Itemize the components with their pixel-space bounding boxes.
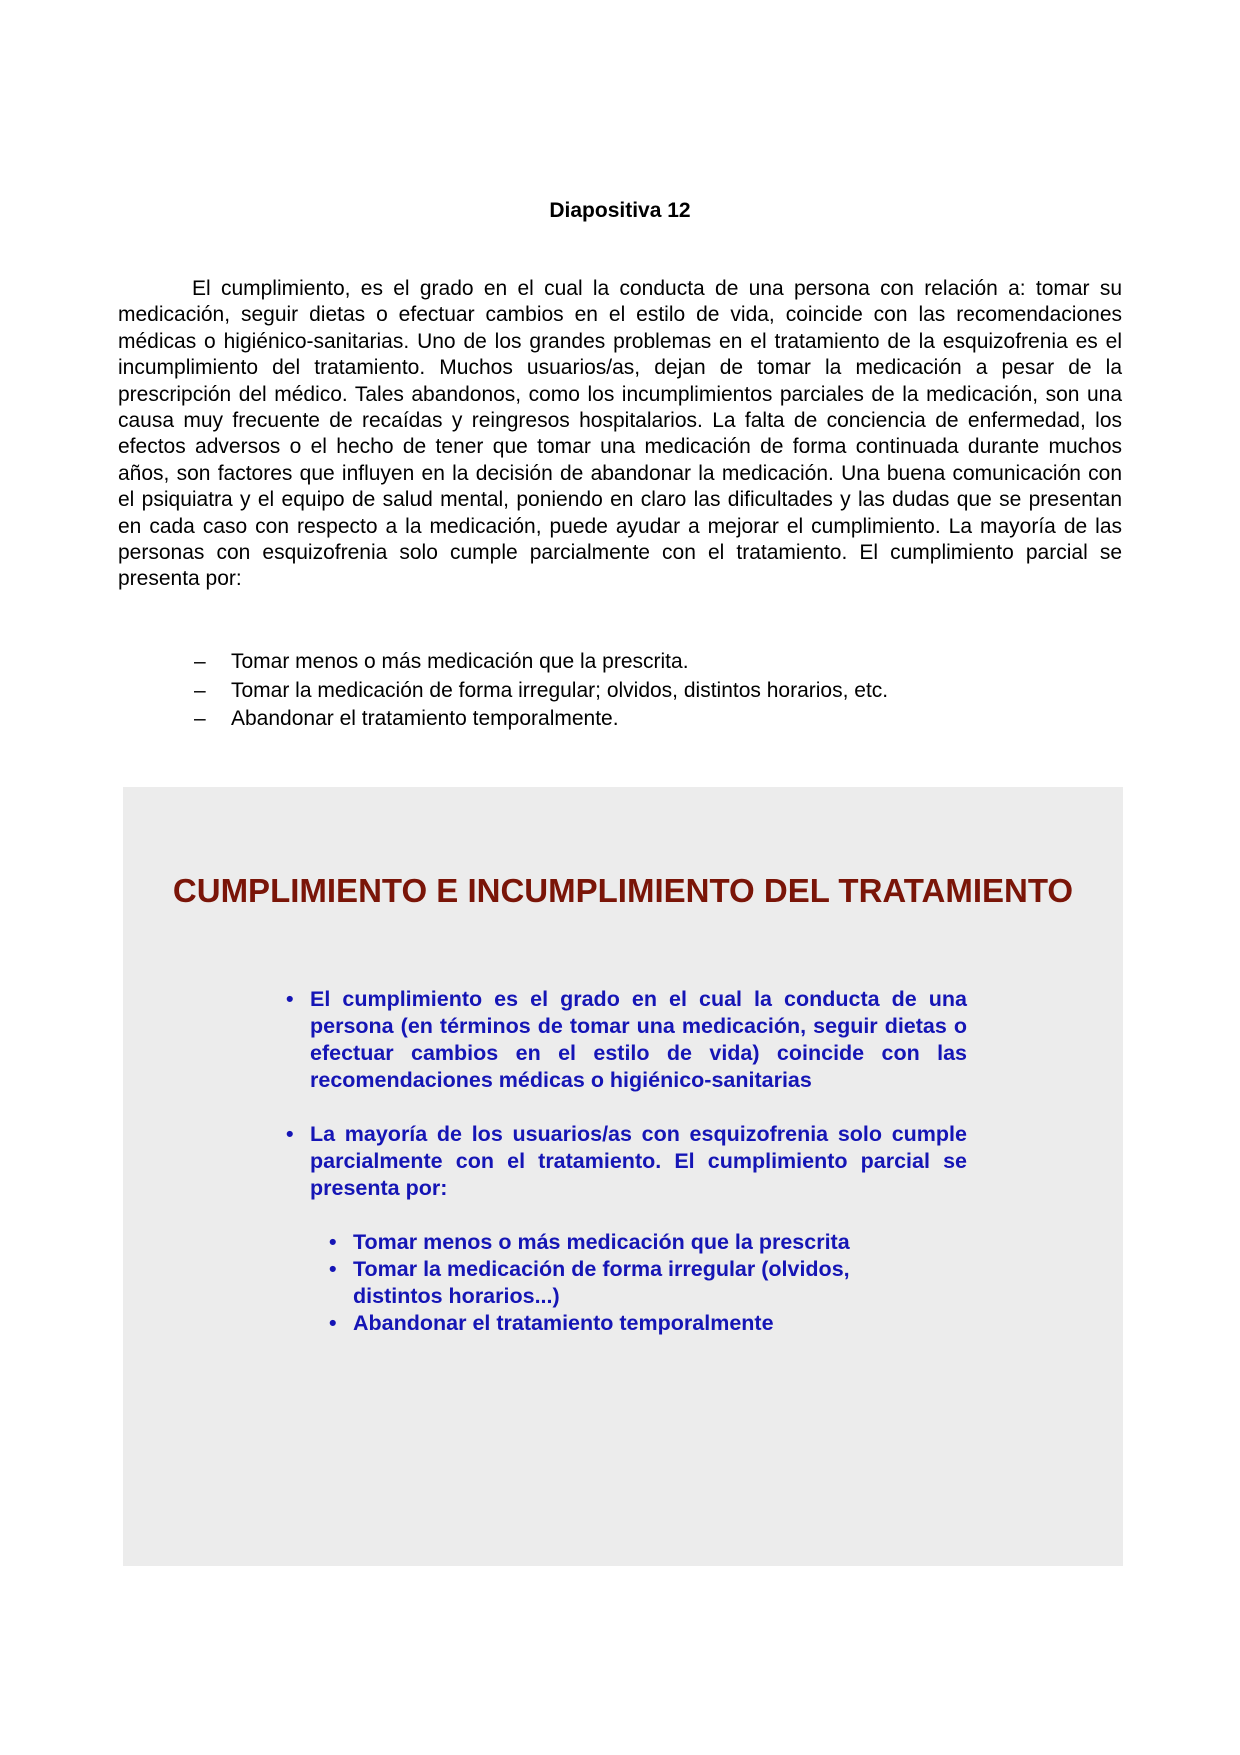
list-item-text: Abandonar el tratamiento temporalmente. (231, 707, 619, 730)
slide-bullet (286, 1121, 967, 1337)
slide-sub-bullet-text: Tomar la medicación de forma irregular (olvidos, distintos horarios...) (353, 1257, 850, 1308)
dash-icon: – (194, 678, 206, 702)
slide-bullet-text: La mayoría de los usuarios/as con esquizofrenia solo cumple parcialmente con el tratamiento. El cumplimiento parcial se presenta por: (310, 1122, 967, 1200)
slide-bullet-text: El cumplimiento es el grado en el cual la conducta de una persona (en términos de tomar una medicación, seguir dietas o efectuar cambios en el estilo de vida) coincide con las recomendaciones médicas o higiénico-sanitarias (310, 987, 967, 1092)
bullet-icon: • (329, 1230, 337, 1254)
slide-bullet-list (286, 986, 967, 1364)
list-item-text: Tomar la medicación de forma irregular; olvidos, distintos horarios, etc. (231, 678, 889, 702)
bullet-icon: • (286, 1122, 294, 1146)
list-item-text: Tomar menos o más medicación que la prescrita. (231, 650, 689, 673)
slide-sub-bullet-text: Abandonar el tratamiento temporalmente (353, 1311, 774, 1335)
bullet-icon: • (329, 1311, 337, 1335)
slide-title: CUMPLIMIENTO E INCUMPLIMIENTO DEL TRATAMIENTO (172, 872, 1074, 909)
list-item (118, 648, 1122, 677)
slide-bullet (286, 986, 967, 1094)
dash-list (118, 648, 1122, 734)
slide-sub-bullet-list (329, 1229, 889, 1337)
list-item (118, 705, 1122, 734)
bullet-icon: • (286, 987, 294, 1011)
bullet-icon: • (329, 1257, 337, 1281)
slide-sub-bullet (329, 1256, 889, 1310)
body-paragraph: El cumplimiento, es el grado en el cual la conducta de una persona con relación a: tomar su medicación, seguir dietas o efectuar cambios en el estilo de vida, coincide con las recomendaciones médicas o higiénico-sanitarias. Uno de los grandes problemas en el tratamiento de la esquizofrenia es el incumplimiento del tratamiento. Muchos usuarios/as, dejan de tomar la medicación a pesar de la prescripción del médico. Tales abandonos, como los incumplimientos parciales de la medicación, son una causa muy frecuente de recaídas y reingresos hospitalarios. La falta de conciencia de enfermedad, los efectos adversos o el hecho de tener que tomar una medicación de forma continuada durante muchos años, son factores que influyen en la decisión de abandonar la medicación. Una buena comunicación con el psiquiatra y el equipo de salud mental, poniendo en claro las dificultades y las dudas que se presentan en cada caso con respecto a la medicación, puede ayudar a mejorar el cumplimiento. La mayoría de las personas con esquizofrenia solo cumple parcialmente con el tratamiento. El cumplimiento parcial se presenta por: (118, 277, 1122, 591)
slide-image (123, 787, 1123, 1566)
slide-sub-bullet (329, 1310, 889, 1337)
dash-icon: – (194, 707, 206, 730)
dash-icon: – (194, 650, 206, 673)
slide-sub-bullet-text: Tomar menos o más medicación que la prescrita (353, 1230, 850, 1254)
page-title: Diapositiva 12 (549, 199, 691, 222)
slide-sub-bullet (329, 1229, 889, 1256)
list-item (118, 677, 1122, 706)
